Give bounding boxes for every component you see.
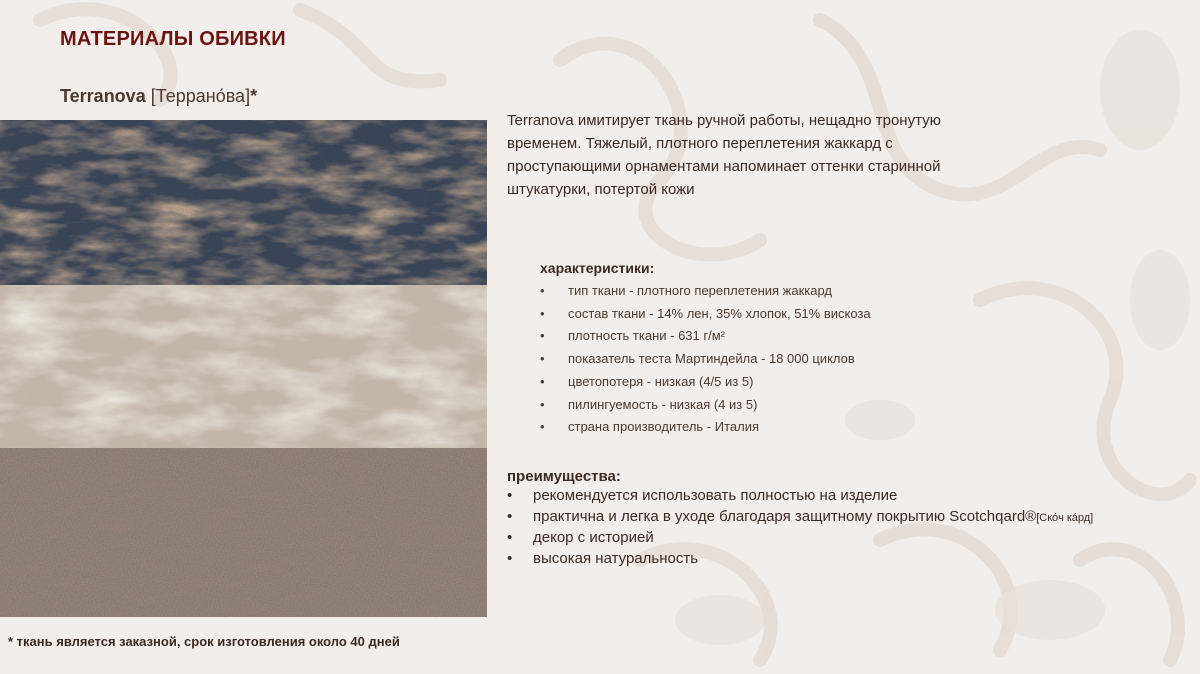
list-item <box>540 394 1100 417</box>
footnote: * ткань является заказной, срок изготовления около 40 дней <box>8 634 400 649</box>
list-item <box>507 486 1167 507</box>
advantages-list <box>507 486 1167 569</box>
product-description: Terranova имитирует ткань ручной работы, нещадно тронутую временем. Тяжелый, плотного переплетения жаккард с проступающими орнаментами напоминает оттенки старинной штукатурки, потертой кожи <box>507 112 941 198</box>
list-item <box>540 325 1100 348</box>
swatch-grey-brown <box>0 448 487 617</box>
bullet-icon: • <box>540 351 545 367</box>
bullet-icon: • <box>507 549 513 567</box>
list-item <box>540 371 1100 394</box>
list-item <box>540 280 1100 303</box>
bullet-icon: • <box>540 419 545 435</box>
list-item-text: пилингуемость - низкая (4 из 5) <box>568 396 758 412</box>
list-item-text: тип ткани - плотного переплетения жаккард <box>568 283 833 298</box>
list-item <box>507 549 1167 570</box>
bullet-icon: • <box>540 283 545 298</box>
fabric-swatches <box>0 120 487 617</box>
product-pronunciation: [Террано́ва] <box>150 86 251 106</box>
list-item <box>540 348 1100 371</box>
scotchgard-pronunciation: [Скóч кáрд] <box>1036 511 1094 524</box>
list-item-text: показатель теста Мартиндейла - 18 000 циклов <box>568 351 855 367</box>
bullet-icon: • <box>540 328 545 344</box>
list-item <box>540 416 1100 439</box>
bullet-icon: • <box>540 305 545 321</box>
bullet-icon: • <box>507 487 513 504</box>
product-marker: * <box>250 86 258 106</box>
list-item-text: страна производитель - Италия <box>568 419 759 435</box>
characteristics-section <box>540 260 1100 439</box>
bullet-icon: • <box>540 396 545 412</box>
bullet-icon: • <box>540 373 545 389</box>
list-item-text: практична и легка в уходе благодаря защитному покрытию Scotchqard® <box>533 507 1037 525</box>
bullet-icon: • <box>507 507 513 525</box>
list-item <box>540 303 1100 326</box>
list-item-text: плотность ткани - 631 г/м² <box>568 328 725 344</box>
characteristics-heading: характеристики: <box>540 260 655 276</box>
product-name: Terranova <box>60 86 146 106</box>
product-title <box>60 86 257 107</box>
advantages-heading: преимущества: <box>507 468 621 485</box>
list-item-text: высокая натуральность <box>533 549 699 567</box>
advantages-section <box>507 468 1167 569</box>
swatch-beige <box>0 285 487 448</box>
list-item-text: декор с историей <box>533 529 654 546</box>
list-item <box>507 507 1167 529</box>
list-item-text: рекомендуется использовать полностью на изделие <box>533 487 898 504</box>
page-title: МАТЕРИАЛЫ ОБИВКИ <box>60 28 286 50</box>
characteristics-list <box>540 280 1100 439</box>
bullet-icon: • <box>507 529 513 546</box>
list-item-text: цветопотеря - низкая (4/5 из 5) <box>568 373 754 389</box>
swatch-navy-copper <box>0 120 487 285</box>
list-item <box>507 528 1167 549</box>
list-item-text: состав ткани - 14% лен, 35% хлопок, 51% вискоза <box>568 305 871 321</box>
